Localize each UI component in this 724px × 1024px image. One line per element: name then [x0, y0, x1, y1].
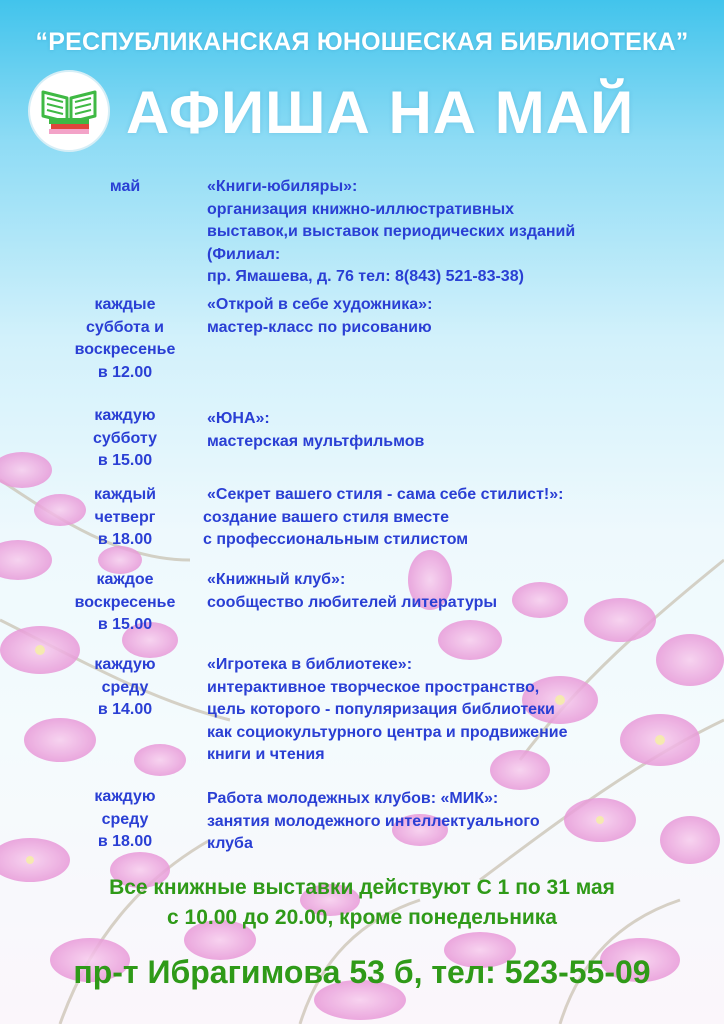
event-description: «Секрет вашего стиля - сама себе стилист!»: создание вашего стиля вместе с профессиональным стилистом [207, 484, 687, 552]
event-description: «ЮНА»: мастерская мультфильмов [207, 408, 687, 453]
event-title: «Книги-юбиляры»: [207, 178, 358, 195]
event-schedule: каждую среду в 14.00 [94, 656, 156, 718]
opening-hours: с 10.00 до 20.00, кроме понедельника [167, 906, 557, 929]
event-schedule: каждую субботу в 15.00 [92, 407, 158, 469]
event-title: «ЮНА»: [207, 410, 270, 427]
address-phone: пр-т Ибрагимова 53 б, тел: 523-55-09 [73, 954, 651, 990]
event-title: «Секрет вашего стиля - сама себе стилист!»: [207, 486, 564, 503]
event-description: «Книжный клуб»: сообщество любителей литературы [207, 569, 687, 614]
open-book-icon [39, 84, 99, 138]
event-schedule: каждое воскресенье в 15.00 [74, 571, 176, 633]
event-title: «Книжный клуб»: [207, 571, 346, 588]
event-schedule: май [109, 178, 141, 195]
event-title: «Игротека в библиотеке»: [207, 656, 413, 673]
event-schedule: каждые суббота и воскресенье в 12.00 [74, 296, 176, 381]
organization-title: “РЕСПУБЛИКАНСКАЯ ЮНОШЕСКАЯ БИБЛИОТЕКА” [35, 28, 689, 56]
event-title: Работа молодежных клубов: «МИК»: [207, 790, 499, 807]
event-schedule: каждую среду в 18.00 [94, 788, 156, 850]
event-description: «Игротека в библиотеке»: интерактивное творческое пространство, цель которого - популяризация библиотеки как социокультурного центра и продвижение книги и чтения [207, 654, 687, 767]
event-description: «Книги-юбиляры»: организация книжно-иллюстративных выставок,и выставок периодических изданий (Филиал: пр. Ямашева, д. 76 тел: 8(843) 521-83-38) [207, 176, 687, 289]
library-logo [28, 70, 110, 152]
event-title: «Открой в себе художника»: [207, 296, 433, 313]
event-schedule: каждый четверг в 18.00 [94, 486, 156, 548]
event-description: Работа молодежных клубов: «МИК»: занятия молодежного интеллектуального клуба [207, 788, 687, 856]
event-description: «Открой в себе художника»: мастер-класс по рисованию [207, 294, 687, 339]
exhibitions-notice: Все книжные выставки действуют С 1 по 31 мая [109, 876, 615, 899]
poster-title: АФИША НА МАЙ [126, 79, 635, 146]
